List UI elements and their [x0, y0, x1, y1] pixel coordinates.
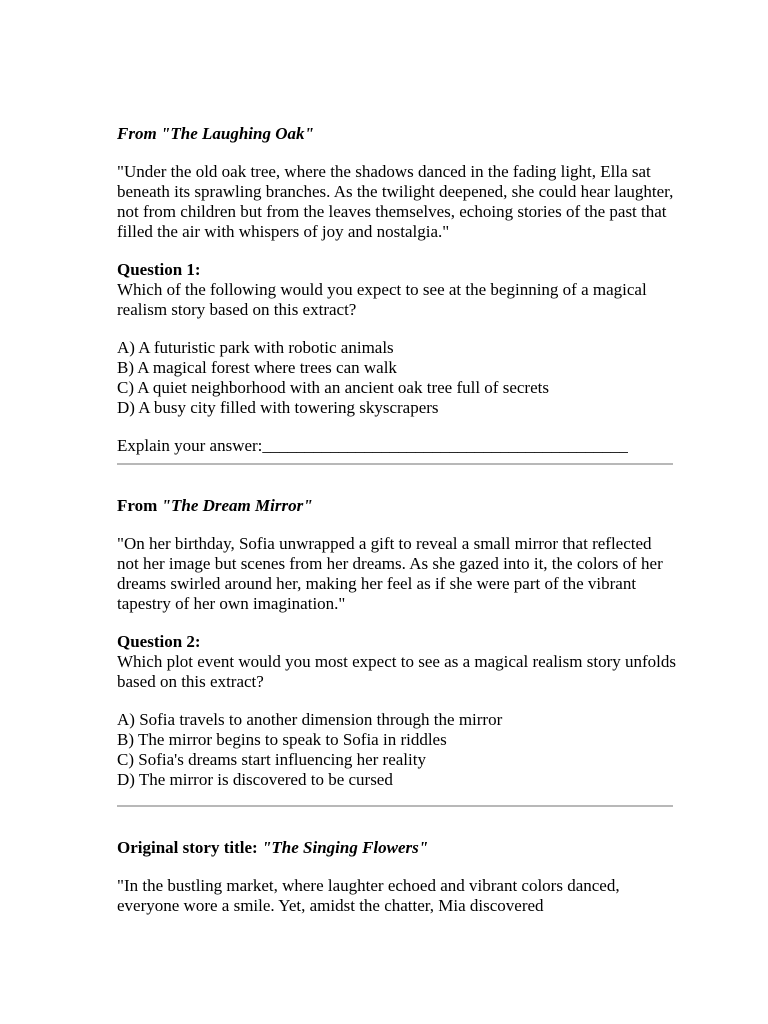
question1-label: Question 1: — [117, 260, 201, 279]
answer-prompt: Explain your answer:___________________________________________ — [117, 436, 628, 455]
question2-option-a: A) Sofia travels to another dimension through the mirror — [117, 710, 503, 729]
section1-extract: "Under the old oak tree, where the shadows danced in the fading light, Ella sat beneath its sprawling branches. As the twilight deepened, she could hear laughter, not from children but from the leaves themselves, echoing stories of the past that filled the air with whispers of joy and nostalgia." — [117, 162, 674, 241]
section3-title-prefix: Original story title: — [117, 838, 262, 857]
question2-option-d: D) The mirror is discovered to be cursed — [117, 770, 393, 789]
question2-option-b: B) The mirror begins to speak to Sofia in riddles — [117, 730, 447, 749]
question1-option-c: C) A quiet neighborhood with an ancient oak tree full of secrets — [117, 378, 549, 397]
section3-extract: "In the bustling market, where laughter echoed and vibrant colors danced, everyone wore a smile. Yet, amidst the chatter, Mia discovered — [117, 876, 620, 915]
section3-title-italic: "The Singing Flowers" — [261, 838, 429, 857]
section2-title — [117, 496, 677, 516]
question1-option-a: A) A futuristic park with robotic animals — [117, 338, 394, 357]
section2-title-italic: "The Dream Mirror" — [161, 496, 313, 515]
question1-option-b: B) A magical forest where trees can walk — [117, 358, 397, 377]
question2-option-c: C) Sofia's dreams start influencing her reality — [117, 750, 426, 769]
section2-title-prefix: From — [117, 496, 162, 515]
question2-label: Question 2: — [117, 632, 201, 651]
worksheet-page — [117, 124, 677, 916]
question1-text: Which of the following would you expect to see at the beginning of a magical realism story based on this extract? — [117, 280, 647, 319]
question2-text: Which plot event would you most expect to see as a magical realism story unfolds based on this extract? — [117, 652, 676, 691]
question1-option-d: D) A busy city filled with towering skyscrapers — [117, 398, 439, 417]
section2-extract: "On her birthday, Sofia unwrapped a gift to reveal a small mirror that reflected not her image but scenes from her dreams. As she gazed into it, the colors of her dreams swirled around her, making her feel as if she were part of the vibrant tapestry of her own imagination." — [117, 534, 663, 613]
section1-title: From "The Laughing Oak" — [117, 124, 314, 143]
section3-title — [117, 838, 677, 858]
